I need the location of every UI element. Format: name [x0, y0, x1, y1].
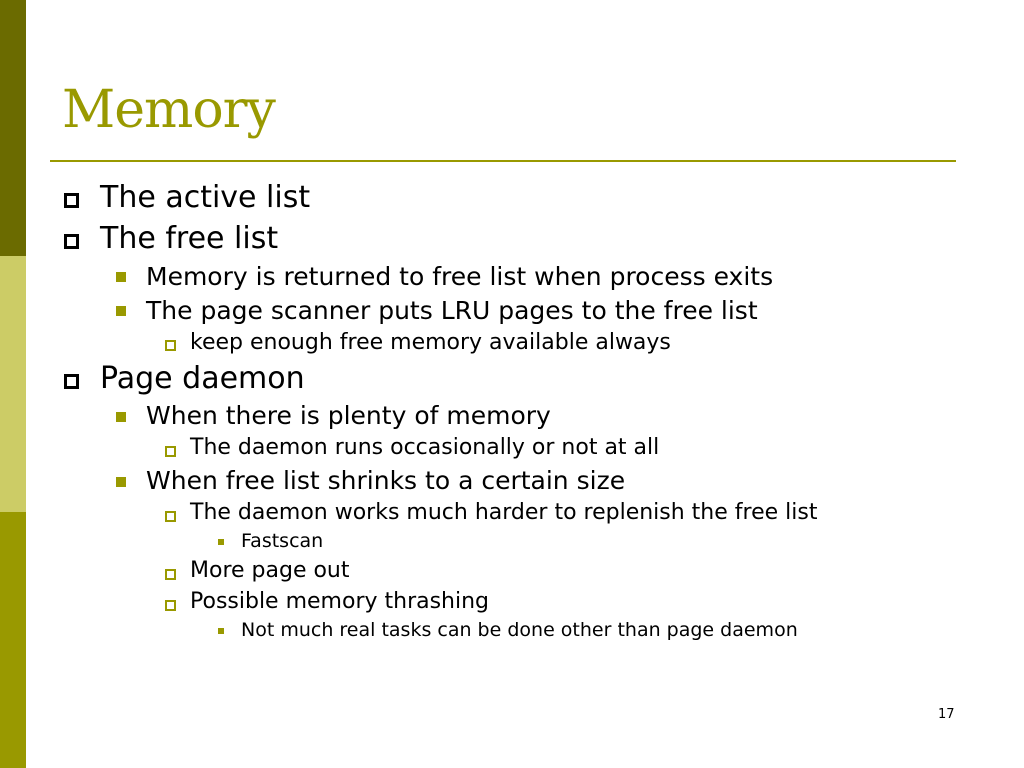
bullet-level3: The daemon runs occasionally or not at all [190, 435, 660, 460]
bullet-level3: The daemon works much harder to replenish the free list [190, 500, 818, 525]
bullet-level4: Not much real tasks can be done other than page daemon [241, 619, 798, 641]
slide-title: Memory [62, 80, 275, 140]
hollow-square-bullet-icon [165, 511, 176, 522]
hollow-square-bullet-icon [165, 600, 176, 611]
solid-square-bullet-icon [116, 477, 126, 487]
bullet-level4: Fastscan [241, 530, 324, 552]
hollow-square-bullet-icon [64, 234, 79, 249]
hollow-square-bullet-icon [165, 446, 176, 457]
bullet-level2: The page scanner puts LRU pages to the free list [146, 296, 758, 325]
bullet-level1: The free list [100, 221, 279, 256]
side-bar-bottom [0, 512, 26, 768]
solid-square-bullet-icon [116, 412, 126, 422]
bullet-level3: More page out [190, 558, 350, 583]
hollow-square-bullet-icon [64, 374, 79, 389]
bullet-level1: Page daemon [100, 361, 305, 396]
bullet-level1: The active list [100, 180, 311, 215]
bullet-level2: When free list shrinks to a certain size [146, 466, 626, 495]
small-square-bullet-icon [218, 539, 224, 545]
side-bar-middle [0, 256, 26, 512]
side-bar-top [0, 0, 26, 256]
bullet-level2: Memory is returned to free list when process exits [146, 262, 774, 291]
hollow-square-bullet-icon [165, 569, 176, 580]
title-underline [50, 160, 956, 162]
small-square-bullet-icon [218, 628, 224, 634]
page-number: 17 [938, 707, 955, 722]
hollow-square-bullet-icon [64, 193, 79, 208]
hollow-square-bullet-icon [165, 340, 176, 351]
solid-square-bullet-icon [116, 306, 126, 316]
bullet-level2: When there is plenty of memory [146, 401, 551, 430]
solid-square-bullet-icon [116, 272, 126, 282]
bullet-level3: keep enough free memory available always [190, 330, 671, 355]
bullet-level3: Possible memory thrashing [190, 589, 490, 614]
